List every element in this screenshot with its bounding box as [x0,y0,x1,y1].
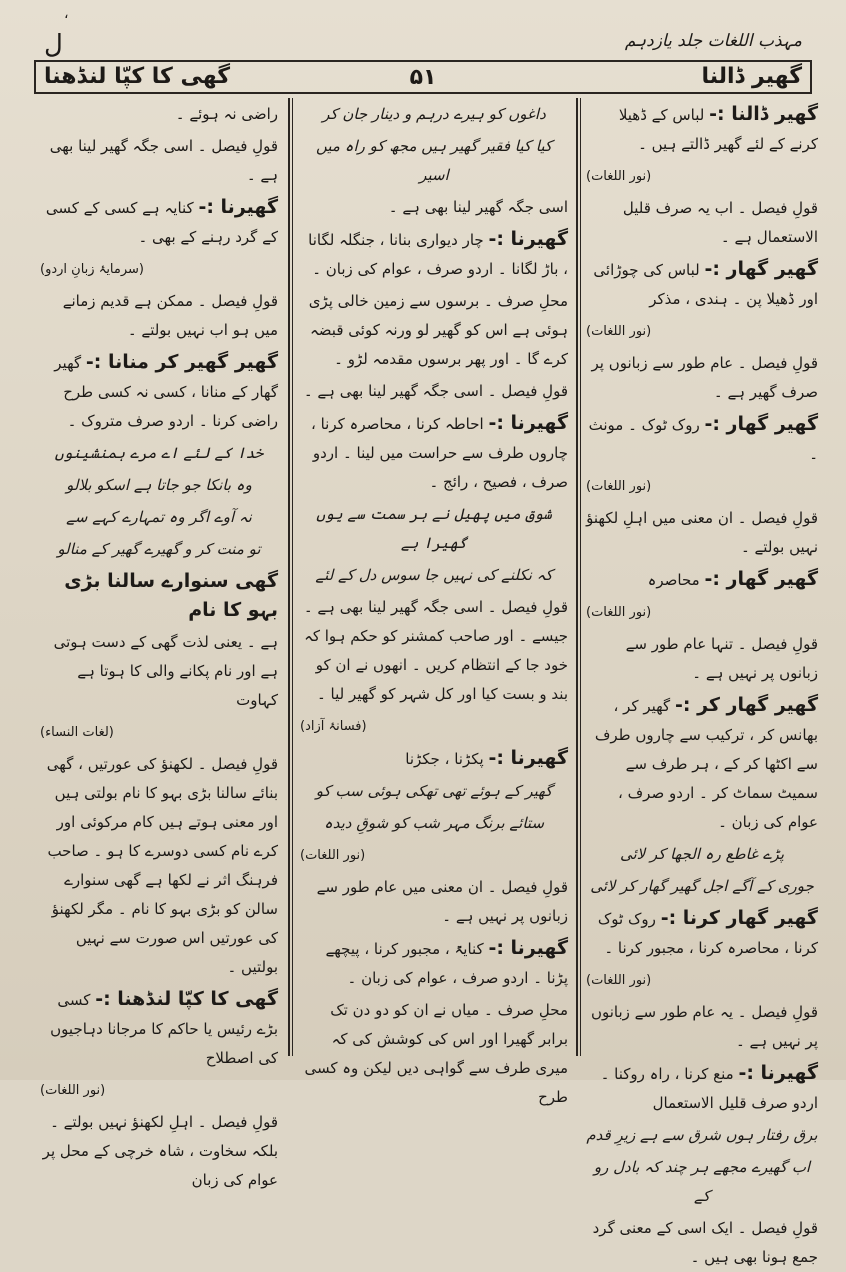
column-rule-inner [292,98,293,1056]
dictionary-entry [586,100,818,159]
source-citation: (نور اللغات) [586,479,652,494]
verse-line: برق رفتار ہوں شرق سے ہے زیرِ قدم [586,1126,818,1144]
verse-line: نہ آوے اگر وہ تمہارے کہے سے [66,508,252,526]
dictionary-entry [40,193,278,252]
entry-headword: گھیر گھیر کر منانا :- [85,351,278,373]
source-citation: (نور اللغات) [300,848,366,863]
entry-definition: گھیر گھار کے منانا ، کسی نہ کسی طرح راضی کرنا ۔ اردو صرف متروک ۔ [54,354,278,430]
dictionary-entry [586,691,818,837]
column-right [586,100,818,1266]
verse-line: شوق میں پھیل نے ہر سمت سے یوں گھیرا ہے [316,505,552,552]
page-mark: ، [64,6,69,22]
column-middle [300,100,568,1106]
column-rule-left [288,98,290,1056]
entry-definition: لباس کی چوڑائی اور ڈھیلا پن ۔ ہندی ، مذکر [593,261,818,308]
verse-line: وہ بانکا جو جاتا ہے اسکو بلالو [66,476,252,494]
source-citation: (نور اللغات) [586,324,652,339]
entry-paragraph: قولِ فیصل ۔ یہ عام طور سے زبانوں پر نہیں ہے ۔ [590,1003,818,1050]
source-citation: (نور اللغات) [40,1083,106,1098]
verse-line: کیا کیا فقیر گھیر ہیں مجھ کو راہ میں اسیر [315,137,553,184]
entry-definition: روک ٹوک کرنا ، محاصرہ کرنا ، مجبور کرنا ۔ [597,910,818,957]
column-rule-right [576,98,578,1056]
entry-headword: گھیرنا :- [488,412,568,434]
verse-line: تو منت کر و گھیرے گھیر کے منالو [57,540,261,558]
entry-definition: کنایۃً ، مجبور کرنا ، پیچھے پڑنا ۔ اردو صرف ، عوام کی زبان ۔ [325,940,568,987]
entry-paragraph: قولِ فیصل ۔ ان معنی میں اہلِ لکھنؤ نہیں بولتے ۔ [586,509,818,556]
entry-paragraph: قولِ فیصل ۔ لکھنؤ کی عورتیں ، گھی بنائے سالنا بڑی بہو کا نام بولتی ہیں اور معنی ہوتے ہیں کام مرکوئی اور کرے نام کسی دوسرے کا ہو ۔ صاحب فرہنگ اثر نے لکھا ہے گھی سنوارے سالن کو بڑی بہو کا نام ۔ مگر لکھنؤ کی عورتیں اس صورت سے نہیں بولتیں ۔ [46,755,278,976]
source-citation: (نور اللغات) [586,973,652,988]
source-citation: (نور اللغات) [586,605,652,620]
dictionary-entry [300,409,568,497]
entry-paragraph: قولِ فیصل ۔ اسی جگہ گھیر لینا بھی ہے ۔ جیسے ۔ اور صاحب کمشنر کو حکم ہوا کہ خود جا کے انتظام کریں ۔ انھوں نے ان کو بند و بست کیا اور کل شہر کو گھیر لیا ۔ [303,598,568,703]
entry-definition: پکڑنا ، جکڑنا [405,750,489,768]
entry-paragraph: محلِ صرف ۔ میاں نے ان کو دو دن تک برابر گھیرا اور اس کی کوشش کی کہ میری طرف سے گواہی دیں لیکن وہ کسی طرح [304,1001,568,1106]
entry-headword: گھیرنا :- [488,747,568,769]
source-citation: (سرمایۂ زبانِ اردو) [40,262,144,277]
entry-paragraph: محلِ صرف ۔ برسوں سے زمین خالی پڑی ہوئی ہے اس کو گھیر لو ورنہ کوئی قبضہ کرے گا ۔ اور پھر برسوں مقدمہ لڑو ۔ [308,292,568,368]
entry-paragraph: ہے ۔ یعنی لذت گھی کے دست ہوتی ہے اور نام پکانے والی کا ہوتا ہے کہاوت [53,633,278,709]
source-citation: (نور اللغات) [586,169,652,184]
verse-line: داغوں کو ہیرے درہم و دینار جان کر [322,105,546,123]
entry-paragraph: قولِ فیصل ۔ اہلِ لکھنؤ نہیں بولتے ۔ بلکہ سخاوت ، شاہ خرچی کے محل پر عوام کی زبان [42,1113,278,1189]
entry-definition: کنایہ ہے کسی کے کسی کے گرد رہنے کے بھی ۔ [45,199,278,246]
entry-headword: گھیر گھار :- [704,413,818,435]
entry-paragraph: اسی جگہ گھیر لینا بھی ہے ۔ [388,198,568,216]
entry-headword: گھیرنا :- [488,228,568,250]
entry-definition: احاطہ کرنا ، محاصرہ کرنا ، چاروں طرف سے حراست میں لینا ۔ اردو صرف ، فصیح ، رائج ۔ [311,415,568,491]
dictionary-entry [300,744,568,774]
entry-definition: گھیر کر ، بھانس کر ، ترکیب سے چاروں طرف سے اکٹھا کر کے ، ہر طرف سے سمیٹ سماٹ کر ۔ اردو صرف ، عوام کی زبان ۔ [594,697,818,831]
entry-paragraph: قولِ فیصل ۔ اب یہ صرف قلیل الاستعمال ہے ۔ [622,199,818,246]
entry-paragraph: قولِ فیصل ۔ اسی جگہ گھیر لینا بھی ہے ۔ [49,137,278,184]
source-citation: (فسانۂ آزاد) [300,719,367,734]
verse-line: ستائے برنگ مہر شب کو شوقِ دیدہ [323,814,545,832]
entry-definition: منع کرنا ، راہ روکنا ۔ اردو صرف قلیل الاستعمال [600,1065,818,1112]
entry-headword: گھیرنا :- [198,196,278,218]
column-left [40,100,278,1189]
source-citation: (لغات النساء) [40,725,114,740]
verse-line: کہ نکلنے کی نہیں جا سوس دل کے لئے [315,566,553,584]
entry-headword: گھیر گھار کر :- [674,694,818,716]
header-headword-left: گھی کا کپّا لنڈھنا [44,64,231,89]
entry-definition: روک ٹوک ۔ مونث ۔ [588,416,818,463]
page-number: ۵۱ [409,65,437,90]
header-headword-right: گھیر ڈالنا [701,64,802,89]
entry-paragraph: راضی نہ ہوئے ۔ [175,105,278,123]
verse-line: پڑے غاطع رہ الجھا کر لائی [619,845,784,863]
column-rule-right-inner [580,98,581,1056]
verse-line: اب گھیرے مجھے ہر چند کہ بادل رو کے [593,1158,811,1205]
entry-headword: گھی کا کپّا لنڈھنا :- [95,988,278,1010]
verse-line: جوری کے آگے اجل گھیر گھار کر لائی [590,877,814,895]
entry-paragraph: قولِ فیصل ۔ تنہا عام طور سے زبانوں پر نہیں ہے ۔ [625,635,818,682]
entry-definition: کسی بڑے رئیس یا حاکم کا مرجانا دہاجیوں کی اصطلاح [50,991,278,1067]
verse-line: گھیر کے ہوئے تھی تھکی ہوئی سب کو [315,782,553,800]
entry-paragraph: قولِ فیصل ۔ اسی جگہ گھیر لینا بھی ہے ۔ [303,382,568,400]
entry-headword: گھیر گھار کرنا :- [660,907,818,929]
running-head: مہذب اللغات جلد یازدہم [624,31,802,51]
proverb-headword: گھی سنوارے سالنا بڑی بہو کا نام [64,570,278,621]
entry-headword: گھیر ڈالنا :- [709,103,818,125]
dictionary-entry [586,255,818,314]
entry-headword: گھیرنا :- [738,1062,818,1084]
dictionary-entry [300,934,568,993]
page-header [34,60,812,94]
entry-headword: گھیرنا :- [488,937,568,959]
verse-line: خدا کے لئے اے مرے ہمنشینوں [54,444,264,462]
dictionary-entry [40,348,278,436]
dictionary-entry [586,1059,818,1118]
entry-definition: لباس کے ڈھیلا کرنے کے لئے گھیر ڈالتے ہیں ۔ [618,106,818,153]
entry-paragraph: قولِ فیصل ۔ ممکن ہے قدیم زمانے میں ہو اب نہیں بولتے ۔ [62,292,278,339]
entry-definition: محاصرہ [647,571,705,589]
dictionary-entry [586,565,818,595]
entry-definition: چار دیواری بنانا ، جنگلہ لگانا ، باڑ لگانا ۔ اردو صرف ، عوام کی زبان ۔ [308,231,568,278]
entry-headword: گھیر گھار :- [704,258,818,280]
dictionary-entry [586,410,818,469]
corner-letter: ل [44,30,63,60]
dictionary-entry [300,225,568,284]
entry-paragraph: قولِ فیصل ۔ ایک اسی کے معنی گرد جمع ہونا بھی ہیں ۔ [592,1219,818,1266]
dictionary-entry [40,985,278,1073]
dictionary-entry [586,904,818,963]
entry-headword: گھیر گھار :- [704,568,818,590]
entry-paragraph: قولِ فیصل ۔ ان معنی میں عام طور سے زبانوں پر نہیں ہے ۔ [316,878,568,925]
entry-paragraph: قولِ فیصل ۔ عام طور سے زبانوں پر صرف گھیر ہے ۔ [591,354,818,401]
